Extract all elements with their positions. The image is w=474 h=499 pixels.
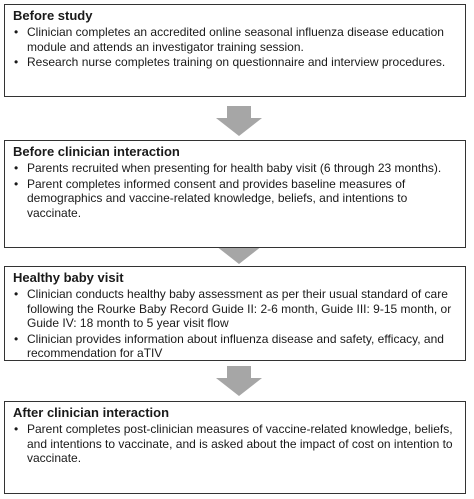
list-item-text: Research nurse completes training on questionnaire and interview procedures. bbox=[27, 55, 446, 69]
down-arrow-shape bbox=[216, 106, 262, 136]
stage-title: Healthy baby visit bbox=[13, 270, 124, 285]
stage-box-before-study bbox=[4, 4, 466, 97]
stage-box-healthy-baby-visit bbox=[4, 266, 466, 361]
list-item-text: Clinician completes an accredited online seasonal influenza disease education module and attends an investigator training session. bbox=[27, 25, 444, 54]
list-item bbox=[13, 161, 457, 176]
list-item bbox=[13, 177, 457, 221]
stage-item-list bbox=[13, 25, 457, 70]
stage-title: Before study bbox=[13, 8, 93, 23]
list-item-text: Parent completes informed consent and provides baseline measures of demographics and vaccine-related knowledge, beliefs, and intentions to vaccinate. bbox=[27, 176, 408, 220]
list-item bbox=[13, 25, 457, 54]
list-item-text: Parent completes post-clinician measures of vaccine-related knowledge, beliefs, and intentions to vaccinate, and is asked about the impact of cost on intention to vaccinate. bbox=[27, 422, 453, 465]
bullet-icon: • bbox=[14, 422, 19, 436]
list-item bbox=[13, 332, 457, 361]
bullet-icon: • bbox=[14, 161, 19, 175]
list-item-text: Parents recruited when presenting for health baby visit (6 through 23 months). bbox=[27, 161, 442, 175]
list-item-text: Clinician provides information about influenza disease and safety, efficacy, and recommendation for aTIV bbox=[27, 331, 444, 360]
list-item-text: Clinician conducts healthy baby assessment as per their usual standard of care following the Rourke Baby Record Guide II: 2-6 month, Guide III: 9-15 month, or Guide IV: 18 month to 5 year visit flow bbox=[27, 287, 452, 330]
bullet-icon: • bbox=[14, 55, 19, 69]
stage-item-list bbox=[13, 422, 457, 466]
down-arrow-icon bbox=[216, 366, 262, 396]
bullet-icon: • bbox=[14, 176, 19, 191]
down-arrow-icon bbox=[216, 106, 262, 136]
stage-title: After clinician interaction bbox=[13, 405, 170, 420]
bullet-icon: • bbox=[14, 287, 19, 301]
stage-title: Before clinician interaction bbox=[13, 144, 180, 159]
bullet-icon: • bbox=[14, 25, 19, 39]
stage-box-before-clinician-interaction bbox=[4, 140, 466, 248]
stage-item-list bbox=[13, 161, 457, 220]
list-item bbox=[13, 422, 457, 466]
list-item bbox=[13, 287, 457, 331]
bullet-icon: • bbox=[14, 331, 19, 346]
list-item bbox=[13, 55, 457, 70]
stage-item-list bbox=[13, 287, 457, 361]
down-arrow-shape bbox=[216, 366, 262, 396]
stage-box-after-clinician-interaction bbox=[4, 401, 466, 494]
